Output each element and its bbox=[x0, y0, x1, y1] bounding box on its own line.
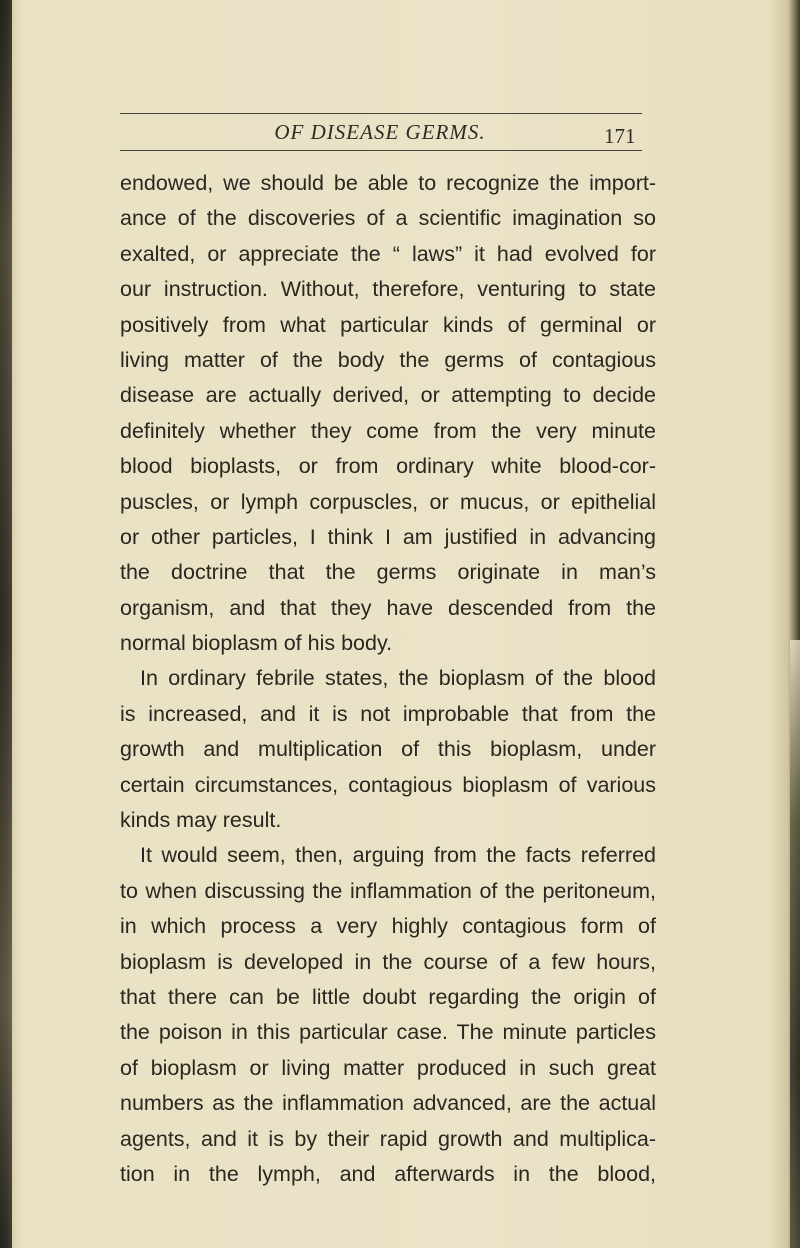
text-line: definitely whether they come from the very minute bbox=[120, 418, 656, 443]
text-line: positively from what particular kinds of germinal or bbox=[120, 312, 656, 337]
body-text bbox=[120, 166, 656, 1192]
text-line: the doctrine that the germs originate in man’s bbox=[120, 560, 656, 585]
text-line: is increased, and it is not improbable that from the bbox=[120, 701, 656, 726]
text-line: kinds may result. bbox=[120, 808, 282, 833]
header-rule-bottom bbox=[120, 150, 642, 151]
text-line: puscles, or lymph corpuscles, or mucus, or epithelial bbox=[120, 489, 656, 514]
text-line: exalted, or appreciate the “ laws” it had evolved for bbox=[120, 241, 656, 266]
text-line: numbers as the inflammation advanced, are the actual bbox=[120, 1091, 656, 1116]
text-line: certain circumstances, contagious bioplasm of various bbox=[120, 772, 656, 797]
text-line: disease are actually derived, or attempting to decide bbox=[120, 383, 656, 408]
text-line: It would seem, then, arguing from the facts referred bbox=[140, 843, 656, 868]
header-rule-top bbox=[120, 113, 642, 114]
text-line: organism, and that they have descended from the bbox=[120, 595, 656, 620]
text-line: agents, and it is by their rapid growth and multiplica- bbox=[120, 1126, 656, 1151]
text-line: our instruction. Without, therefore, venturing to state bbox=[120, 277, 656, 302]
page-number: 171 bbox=[604, 124, 636, 148]
page-edge-shadow bbox=[790, 640, 800, 1248]
text-line: blood bioplasts, or from ordinary white blood-cor- bbox=[120, 454, 656, 479]
text-line: or other particles, I think I am justified in advancing bbox=[120, 524, 656, 549]
text-line: of bioplasm or living matter produced in such great bbox=[120, 1055, 656, 1080]
page-binding-shadow bbox=[0, 0, 12, 1248]
running-header-title: OF DISEASE GERMS. bbox=[274, 120, 486, 144]
text-line: in which process a very highly contagious form of bbox=[120, 914, 656, 939]
text-line: growth and multiplication of this bioplasm, under bbox=[120, 737, 656, 762]
text-line: bioplasm is developed in the course of a few hours, bbox=[120, 949, 656, 974]
text-line: In ordinary febrile states, the bioplasm of the blood bbox=[140, 666, 656, 691]
text-line: ance of the discoveries of a scientific imagination so bbox=[120, 206, 656, 231]
text-line: to when discussing the inflammation of the peritoneum, bbox=[120, 878, 656, 903]
text-line: normal bioplasm of his body. bbox=[120, 631, 393, 656]
text-line: the poison in this particular case. The minute particles bbox=[120, 1020, 656, 1045]
text-line: tion in the lymph, and afterwards in the blood, bbox=[120, 1161, 656, 1186]
text-line: endowed, we should be able to recognize the import- bbox=[120, 171, 656, 195]
text-line: living matter of the body the germs of contagious bbox=[120, 347, 656, 372]
text-line: that there can be little doubt regarding the origin of bbox=[120, 984, 656, 1009]
